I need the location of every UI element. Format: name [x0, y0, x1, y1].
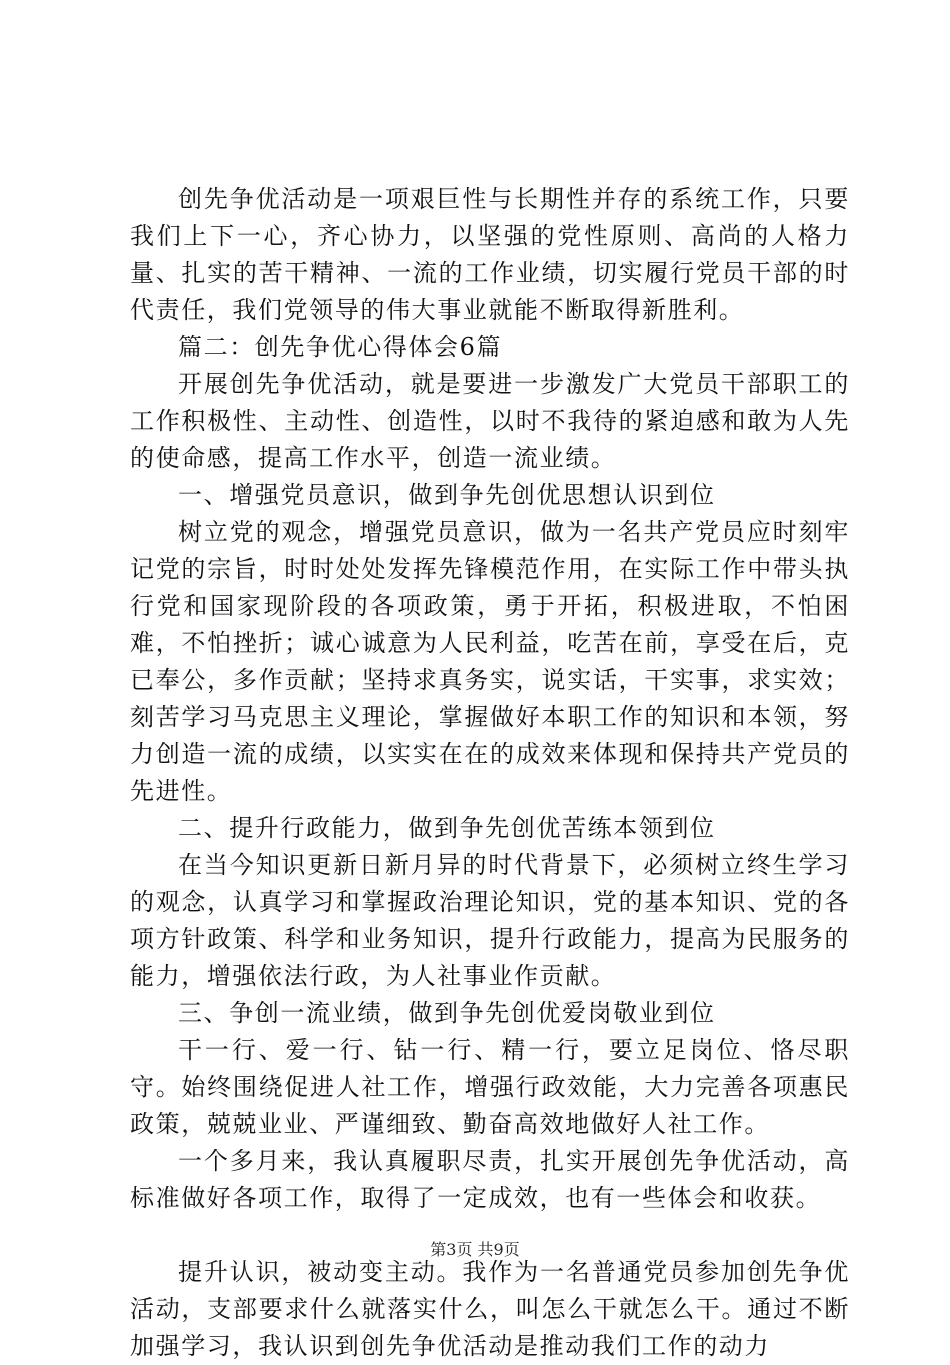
section-heading: 三、争创一流业绩，做到争先创优爱岗敬业到位: [178, 999, 716, 1027]
paragraph: 开展创先争优活动，就是要进一步激发广大党员干部职工的工作积极性、主动性、创造性，以时不我待的紧迫感和敢为人先的使命感，提高工作水平，创造一流业绩。: [130, 370, 850, 472]
paragraph: 提升认识，被动变主动。我作为一名普通党员参加创先争优活动，支部要求什么就落实什么，叫怎么干就怎么干。通过不断加强学习，我认识到创先争优活动是推动我们工作的动力: [130, 1258, 850, 1360]
document-body: [130, 181, 850, 1365]
section-title: 篇二：创先争优心得体会6篇: [178, 333, 503, 361]
section-heading: 一、增强党员意识，做到争先创优思想认识到位: [178, 481, 716, 509]
page-number-footer: 第3页 共9页: [430, 1240, 520, 1259]
paragraph: 在当今知识更新日新月异的时代背景下，必须树立终生学习的观念，认真学习和掌握政治理论知识，党的基本知识、党的各项方针政策、科学和业务知识，提升行政能力，提高为民服务的能力，增强依法行政，为人社事业作贡献。: [130, 851, 850, 990]
paragraph: 创先争优活动是一项艰巨性与长期性并存的系统工作，只要我们上下一心，齐心协力，以坚强的党性原则、高尚的人格力量、扎实的苦干精神、一流的工作业绩，切实履行党员干部的时代责任，我们党领导的伟大事业就能不断取得新胜利。: [130, 185, 850, 324]
paragraph: 干一行、爱一行、钻一行、精一行，要立足岗位、恪尽职守。始终围绕促进人社工作，增强行政效能，大力完善各项惠民政策，兢兢业业、严谨细致、勤奋高效地做好人社工作。: [130, 1036, 850, 1138]
section-heading: 二、提升行政能力，做到争先创优苦练本领到位: [178, 814, 716, 842]
paragraph: 一个多月来，我认真履职尽责，扎实开展创先争优活动，高标准做好各项工作，取得了一定成效，也有一些体会和收获。: [130, 1147, 850, 1212]
paragraph: 树立党的观念，增强党员意识，做为一名共产党员应时刻牢记党的宗旨，时时处处发挥先锋模范作用，在实际工作中带头执行党和国家现阶段的各项政策，勇于开拓，积极进取，不怕困难，不怕挫折；诚心诚意为人民利益，吃苦在前，享受在后，克已奉公，多作贡献；坚持求真务实，说实话，干实事，求实效；刻苦学习马克思主义理论，掌握做好本职工作的知识和本领，努力创造一流的成绩，以实实在在的成效来体现和保持共产党员的先进性。: [130, 518, 850, 805]
